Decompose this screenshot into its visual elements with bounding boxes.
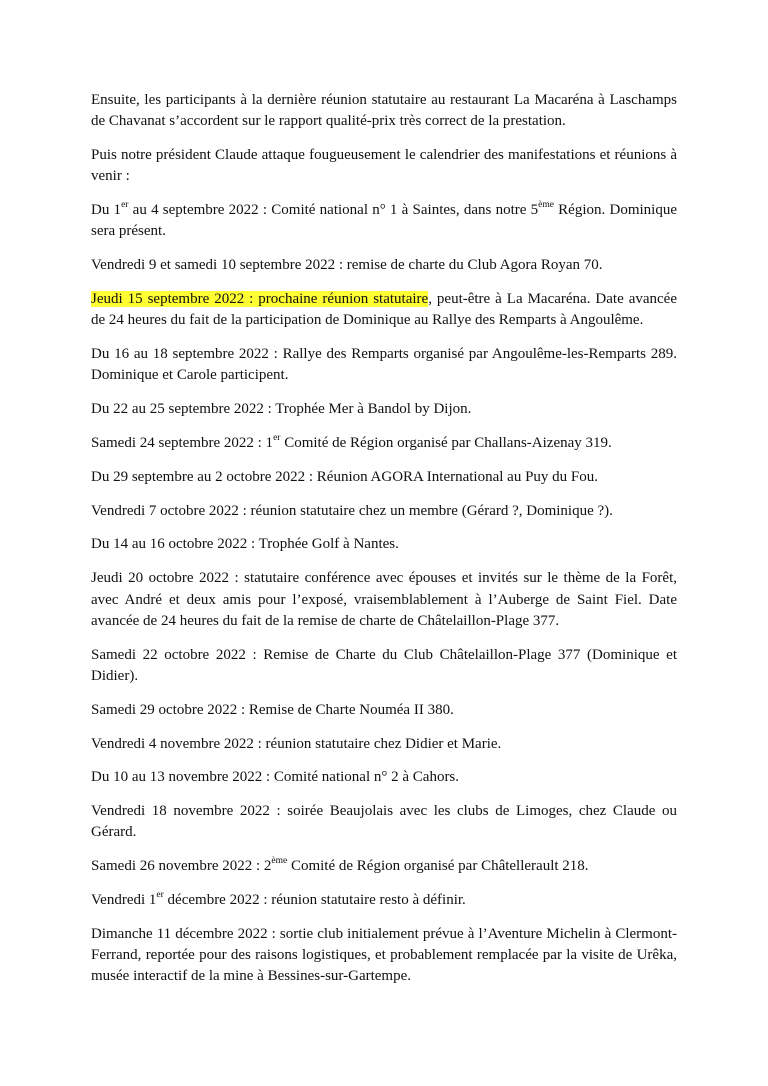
superscript: ème xyxy=(271,856,288,867)
document-page xyxy=(91,90,677,988)
paragraph xyxy=(91,801,677,844)
paragraph xyxy=(91,534,677,555)
paragraph-text: Du 16 au 18 septembre 2022 : Rallye des Remparts organisé par Angoulême-les-Remparts 289. Dominique et Carole participent. xyxy=(91,346,677,384)
paragraph-text: Vendredi 18 novembre 2022 : soirée Beaujolais avec les clubs de Limoges, chez Claude ou Gérard. xyxy=(91,803,677,841)
paragraph-text: Vendredi 1 xyxy=(91,892,157,909)
paragraph-text: Samedi 29 octobre 2022 : Remise de Charte Nouméa II 380. xyxy=(91,701,454,718)
paragraph-text: Puis notre président Claude attaque fougueusement le calendrier des manifestations et réunions à venir : xyxy=(91,147,677,185)
paragraph-text: Samedi 24 septembre 2022 : 1 xyxy=(91,435,274,452)
paragraph-text: Comité de Région organisé par Challans-Aizenay 319. xyxy=(280,435,612,452)
paragraph xyxy=(91,289,677,332)
paragraph-text: Vendredi 4 novembre 2022 : réunion statutaire chez Didier et Marie. xyxy=(91,735,502,752)
paragraph-text: , peut-être à La Macaréna. Date avancée de 24 heures du fait de la participation de Dominique au Rallye des Remparts à Angoulême. xyxy=(91,291,677,329)
paragraph xyxy=(91,90,677,133)
paragraph xyxy=(91,255,677,276)
paragraph xyxy=(91,734,677,755)
paragraph xyxy=(91,767,677,788)
superscript: ème xyxy=(538,200,554,211)
paragraph xyxy=(91,890,677,911)
paragraph-text: Vendredi 9 et samedi 10 septembre 2022 : remise de charte du Club Agora Royan 70. xyxy=(91,257,603,274)
paragraph-text: Du 29 septembre au 2 octobre 2022 : Réunion AGORA International au Puy du Fou. xyxy=(91,468,599,485)
paragraph-text: Du 14 au 16 octobre 2022 : Trophée Golf à Nantes. xyxy=(91,536,399,553)
paragraph-text: Samedi 26 novembre 2022 : 2 xyxy=(91,858,272,875)
paragraph-text: Région. Dominique sera présent. xyxy=(91,202,677,240)
paragraph xyxy=(91,568,677,632)
paragraph xyxy=(91,501,677,522)
paragraph xyxy=(91,344,677,387)
superscript: er xyxy=(273,433,281,444)
paragraph xyxy=(91,467,677,488)
paragraph-text: Du 1 xyxy=(91,202,122,219)
paragraph xyxy=(91,856,677,877)
paragraph-text: Du 22 au 25 septembre 2022 : Trophée Mer à Bandol by Dijon. xyxy=(91,401,472,418)
highlighted-text: Jeudi 15 septembre 2022 : prochaine réunion statutaire xyxy=(91,291,429,308)
paragraph-text: Comité de Région organisé par Châtellerault 218. xyxy=(287,858,589,875)
superscript: er xyxy=(156,890,164,901)
paragraph-text: décembre 2022 : réunion statutaire resto à définir. xyxy=(163,892,466,909)
paragraph-text: Samedi 22 octobre 2022 : Remise de Charte du Club Châtelaillon-Plage 377 (Dominique et Didier). xyxy=(91,646,677,684)
paragraph xyxy=(91,924,677,988)
paragraph xyxy=(91,700,677,721)
document-body xyxy=(91,90,677,988)
paragraph-text: Vendredi 7 octobre 2022 : réunion statutaire chez un membre (Gérard ?, Dominique ?). xyxy=(91,502,613,519)
paragraph-text: Dimanche 11 décembre 2022 : sortie club initialement prévue à l’Aventure Michelin à Clermont-Ferrand, reportée pour des raisons logistiques, et probablement remplacée par la visite de Urêka, musée interactif de la mine à Bessines-sur-Gartempe. xyxy=(91,925,677,985)
paragraph-text: Jeudi 20 octobre 2022 : statutaire conférence avec épouses et invités sur le thème de la Forêt, avec André et deux amis pour l’exposé, vraisemblablement à l’Auberge de Saint Fiel. Date avancée de 24 heures du fait de la remise de charte de Châtelaillon-Plage 377. xyxy=(91,570,677,629)
paragraph xyxy=(91,645,677,688)
paragraph xyxy=(91,145,677,188)
paragraph-text: Du 10 au 13 novembre 2022 : Comité national n° 2 à Cahors. xyxy=(91,769,460,786)
paragraph xyxy=(91,433,677,454)
superscript: er xyxy=(121,200,129,211)
paragraph xyxy=(91,399,677,420)
paragraph xyxy=(91,200,677,243)
paragraph-text: Ensuite, les participants à la dernière réunion statutaire au restaurant La Macaréna à Laschamps de Chavanat s’accordent sur le rapport qualité-prix très correct de la prestation. xyxy=(91,92,677,130)
paragraph-text: au 4 septembre 2022 : Comité national n° 1 à Saintes, dans notre 5 xyxy=(128,202,539,219)
